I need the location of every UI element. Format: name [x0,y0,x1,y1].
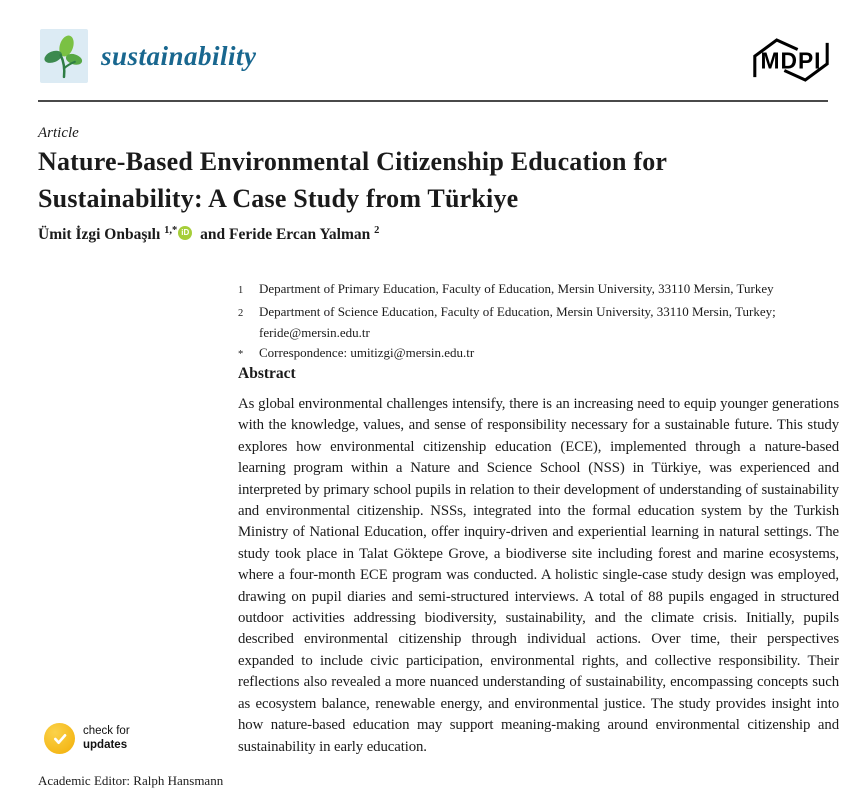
abstract-heading: Abstract [238,365,296,382]
plant-icon [44,33,84,79]
header-divider [38,100,828,102]
abstract-text: As global environmental challenges intensify, there is an increasing need to equip younger generations with the knowledge, values, and sense of responsibility necessary for a sustainable future. This study explores how environmental citizenship education (ECE), implemented through a nature-based learning program within a Nature and Science School (NSS) in Türkiye, was experienced and interpreted by primary school pupils in relation to their development of understanding of sustainability and environmental citizenship. NSSs, integrated into the formal education system by the Turkish Ministry of National Education, offer inquiry-driven and experiential learning in natural settings. The study took place in Talat Göktepe Grove, a biodiverse site including forest and marine ecosystems, where a four-month ECE program was conducted. A holistic single-case study design was employed, drawing on pupil diaries and semi-structured interviews. A total of 88 pupils engaged in structured outdoor activities addressing biodiversity, sustainability, and the climate crisis. Initially, pupils described environmental citizenship through individual actions. Over time, their perspectives expanded to include civic participation, environmental rights, and collective responsibility. Their reflections also revealed a more nuanced understanding of sustainability, encompassing concepts such as ecosystem balance, renewable energy, and environmental justice. The study provides insight into how nature-based education may support meaning-making around environmental citizenship and sustainability in early education. [238,396,839,755]
correspondence-marker: * [238,349,244,361]
affiliation-text: Department of Science Education, Faculty of Education, Mersin University, 33110 Mersin, Turkey; feride@mersin.edu.tr [259,303,776,340]
mdpi-logo-text: MDPI [760,47,822,74]
journal-name: sustainability [101,40,257,71]
affiliation-row [238,302,842,344]
mdpi-logo [751,33,831,92]
authors-joiner: and [200,226,226,244]
affiliation-marker: 1 [238,285,244,296]
journal-brand [40,29,257,83]
checkmark-icon [44,723,75,754]
correspondence-text: Correspondence: umitizgi@mersin.edu.tr [259,345,475,361]
check-for-updates-button[interactable] [44,723,130,754]
authors-line [38,225,379,244]
academic-editor-line: Academic Editor: Ralph Hansmann [38,773,224,788]
affiliation-text: Department of Primary Education, Faculty of Education, Mersin University, 33110 Mersin, Turkey [259,281,774,296]
affiliations-block [238,279,842,366]
author-1-affiliation-marker: 1,* [164,225,178,236]
page-title: Nature-Based Environmental Citizenship Education for Sustainability: A Case Study from Türkiye [38,147,667,213]
updates-label-line1: check for [83,724,130,737]
affiliation-marker: 2 [238,307,244,319]
author-2-name: Feride Ercan Yalman [229,226,371,244]
orcid-icon[interactable]: iD [178,226,192,240]
check-for-updates-label [83,725,130,753]
affiliation-row [238,343,842,366]
author-2-affiliation-marker: 2 [374,225,380,236]
affiliation-row [238,279,842,302]
author-1-name: Ümit İzgi Onbaşılı [38,226,161,244]
article-type-label: Article [38,125,79,141]
journal-logo [40,29,88,83]
updates-label-line2: updates [83,738,128,751]
